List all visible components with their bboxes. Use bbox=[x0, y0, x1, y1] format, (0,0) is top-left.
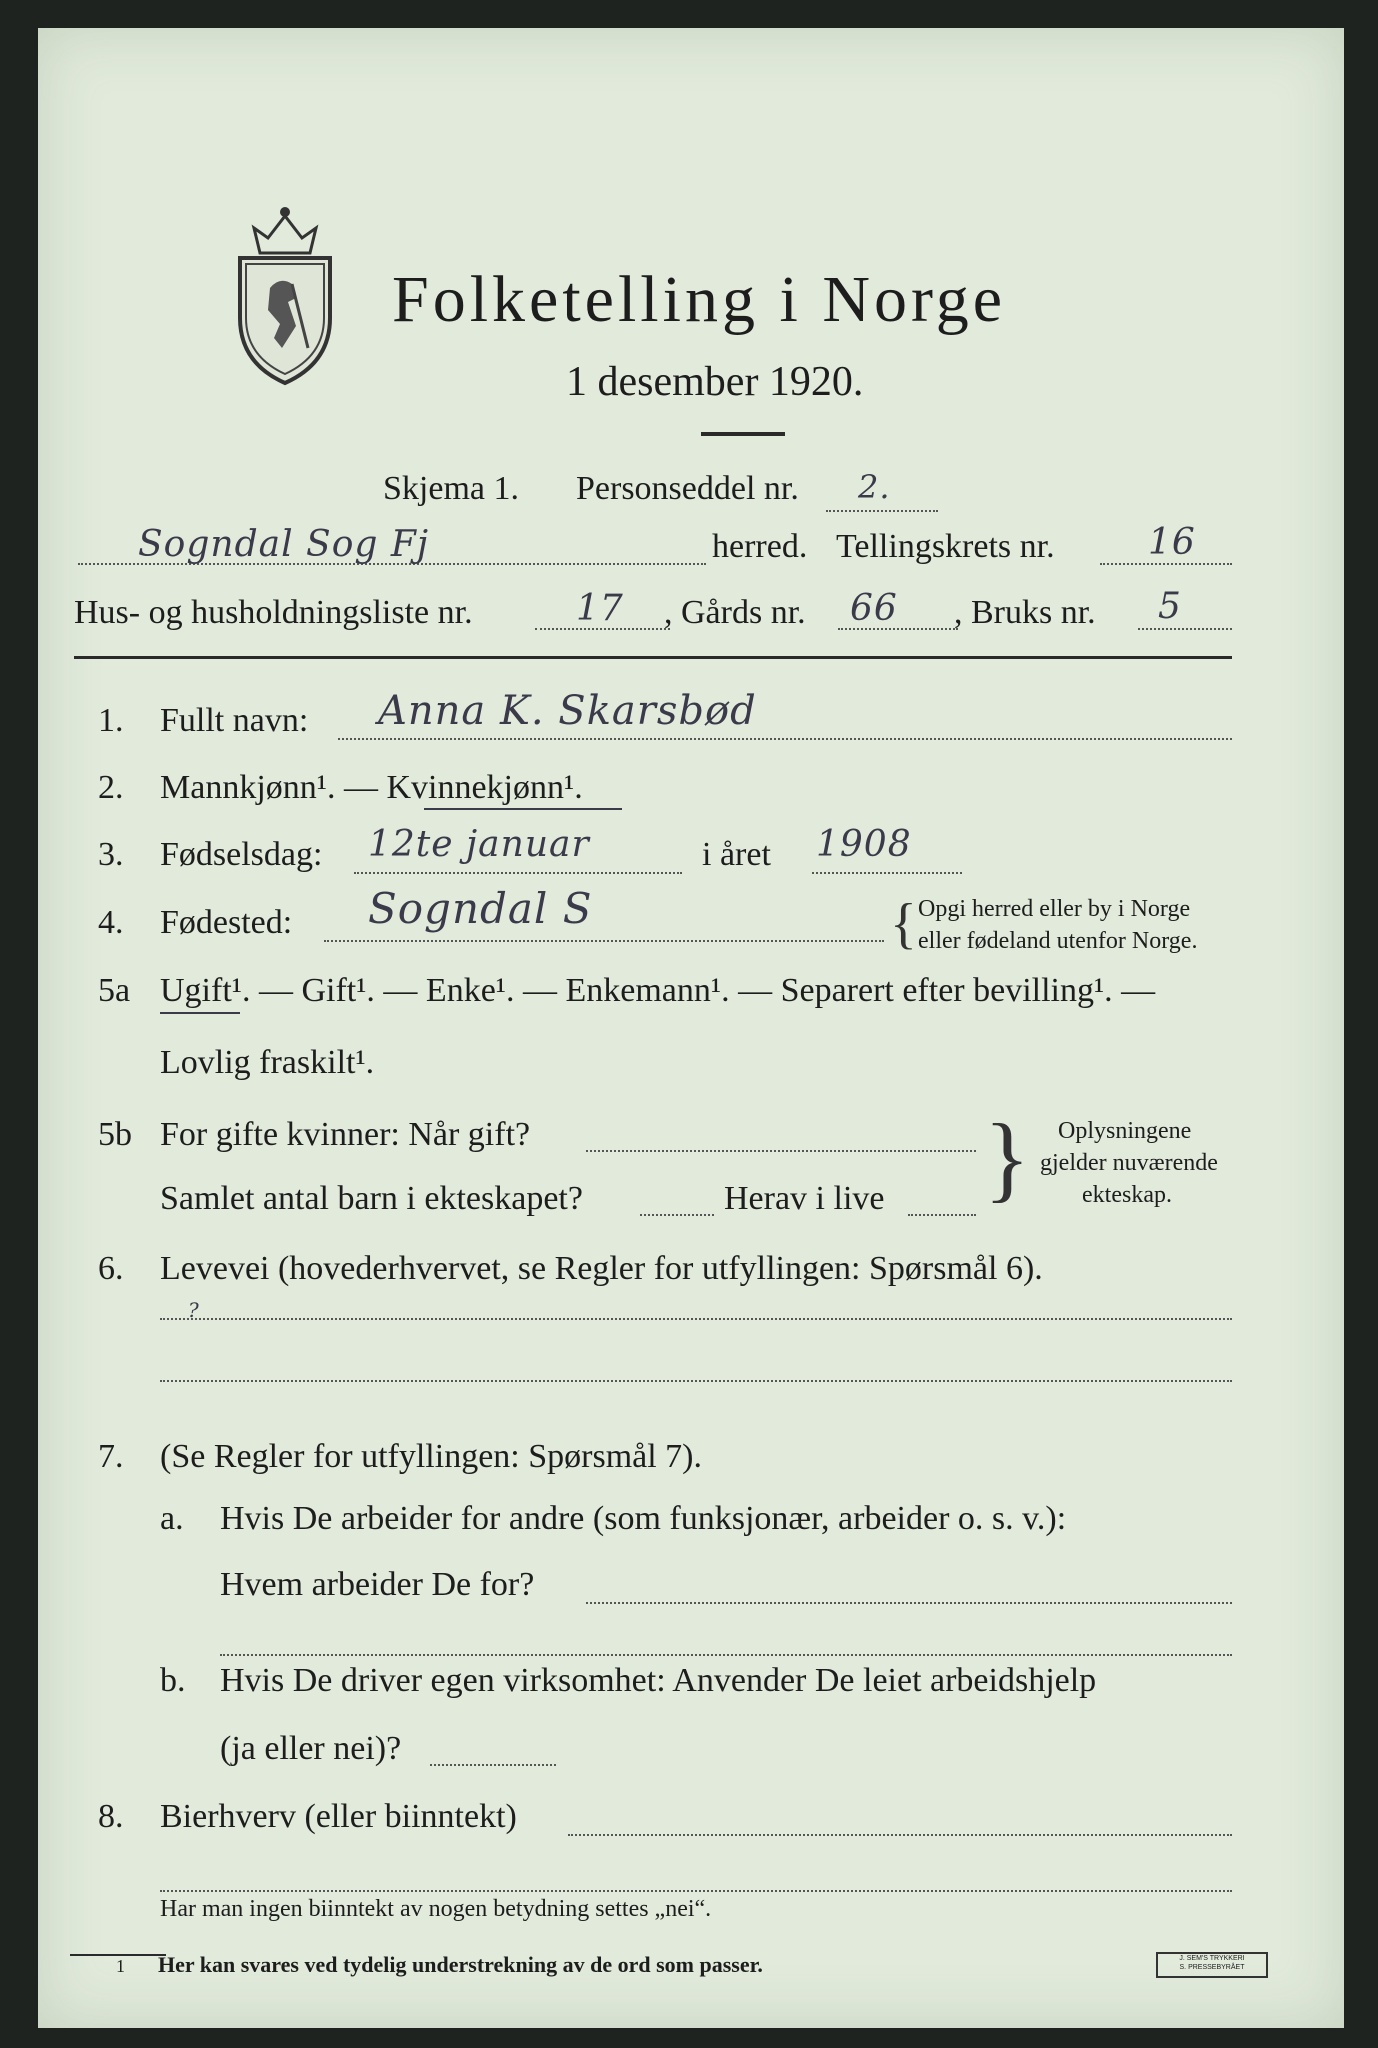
q7b-letter: b. bbox=[160, 1662, 186, 1699]
fodselsdag-label: Fødselsdag: bbox=[160, 836, 323, 873]
form-title: Folketelling i Norge bbox=[392, 263, 1007, 336]
q2-number: 2. bbox=[98, 769, 124, 806]
ugift-underline bbox=[160, 1012, 240, 1014]
fodselsar-value[interactable]: 1908 bbox=[816, 824, 912, 865]
hvem-arbeider-label: Hvem arbeider De for? bbox=[220, 1566, 535, 1603]
census-form: Folketelling i Norge 1 desember 1920. Skjema 1. Personseddel nr. 2. Sogndal Sog Fj herred. Tellingskrets nr. 16 Hus- og husholdningsliste nr. 17 , Gårds nr. 66 , Bruks nr. 5 1. Fullt navn: Anna K. Skarsbød 2. Mannkjønn¹. — Kvinnekjønn¹. 3. Fødselsdag: 12te januar i året 1908 4. Fødested: Sogndal S { Opgi herred eller by i Norge eller fødeland utenfor Norge. 5a Ugift¹. — Gift¹. — Enke¹. — Enkemann¹. — Separert efter bevilling¹. — Lovlig fraskilt¹. 5b For gifte kvinner: Når gift? Samlet antal barn i ekteskapet? Herav i live } Oplysningene gjelder nuværende ekteskap. 6. Levevei (hovederhvervet, se Regler for utfyllingen: Spørsmål 6). ? 7. (Se Regler for utfyllingen: Spørsmål 7). a. Hvis De arbeider for andre (som funksjonær, arbeider o. s. v.): Hvem arbeider De for? b. Hvis De driver egen virksomhet: Anvender De leiet arbeidshjelp (ja eller nei)? 8. Bierhverv (eller biinntekt) Har man ingen biinntekt av nogen betydning settes „nei“. 1 Her kan svares ved tydelig understrekning av de ord som passer. J. SEM'S TRYKKERI S. PRESSEBYRÅET bbox=[38, 28, 1344, 2028]
printer-stamp: J. SEM'S TRYKKERI S. PRESSEBYRÅET bbox=[1156, 1952, 1268, 1978]
levevei-label: Levevei (hovederhvervet, se Regler for utfyllingen: Spørsmål 6). bbox=[160, 1250, 1043, 1287]
q4-number: 4. bbox=[98, 904, 124, 941]
fodested-value[interactable]: Sogndal S bbox=[368, 884, 593, 933]
q1-number: 1. bbox=[98, 702, 124, 739]
q7b-line1: Hvis De driver egen virksomhet: Anvender De leiet arbeidshjelp bbox=[220, 1662, 1097, 1699]
header-rule bbox=[74, 656, 1232, 659]
footnote-mark: 1 bbox=[116, 1956, 125, 1976]
coat-of-arms-icon bbox=[230, 198, 340, 388]
tellingskrets-label: Tellingskrets nr. bbox=[836, 528, 1055, 565]
ekteskap-note-2: gjelder nuværende bbox=[1040, 1150, 1218, 1176]
herav-i-live-label: Herav i live bbox=[724, 1180, 885, 1217]
footnote-text: Her kan svares ved tydelig understrekning av de ord som passer. bbox=[158, 1952, 763, 1977]
fodested-note-1: Opgi herred eller by i Norge bbox=[918, 896, 1191, 922]
hus-label: Hus- og husholdningsliste nr. bbox=[74, 594, 473, 631]
skjema-label: Skjema 1. bbox=[383, 470, 519, 507]
q7a-letter: a. bbox=[160, 1500, 184, 1537]
q7a-line1: Hvis De arbeider for andre (som funksjonær, arbeider o. s. v.): bbox=[220, 1500, 1067, 1537]
kjonn-options: Mannkjønn¹. — Kvinnekjønn¹. bbox=[160, 769, 583, 806]
bierhverv-label: Bierhverv (eller biinntekt) bbox=[160, 1798, 517, 1835]
levevei-value[interactable]: ? bbox=[188, 1298, 200, 1322]
sivilstand-options-2: Lovlig fraskilt¹. bbox=[160, 1044, 375, 1081]
q7-number: 7. bbox=[98, 1438, 124, 1475]
bruks-label: , Bruks nr. bbox=[954, 594, 1096, 631]
bruks-value[interactable]: 5 bbox=[1158, 586, 1182, 627]
q7-label: (Se Regler for utfyllingen: Spørsmål 7). bbox=[160, 1438, 703, 1475]
tellingskrets-value[interactable]: 16 bbox=[1148, 522, 1196, 563]
gards-value[interactable]: 66 bbox=[850, 588, 898, 629]
q3-number: 3. bbox=[98, 836, 124, 873]
naar-gift-label: For gifte kvinner: Når gift? bbox=[160, 1116, 531, 1153]
herred-label: herred. bbox=[712, 528, 808, 565]
herred-value[interactable]: Sogndal Sog Fj bbox=[138, 524, 429, 565]
hus-value[interactable]: 17 bbox=[576, 588, 624, 629]
fodested-label: Fødested: bbox=[160, 904, 293, 941]
aret-label: i året bbox=[702, 836, 771, 873]
barn-label: Samlet antal barn i ekteskapet? bbox=[160, 1180, 583, 1217]
personseddel-value[interactable]: 2. bbox=[858, 468, 891, 506]
fullt-navn-value[interactable]: Anna K. Skarsbød bbox=[378, 688, 757, 734]
fodselsdag-value[interactable]: 12te januar bbox=[368, 824, 590, 865]
q5a-number: 5a bbox=[98, 972, 131, 1009]
q8-number: 8. bbox=[98, 1798, 124, 1835]
census-date: 1 desember 1920. bbox=[566, 359, 864, 405]
title-divider bbox=[701, 432, 785, 436]
fodested-note-2: eller fødeland utenfor Norge. bbox=[918, 928, 1198, 954]
sivilstand-options: Ugift¹. — Gift¹. — Enke¹. — Enkemann¹. — Separert efter bevilling¹. — bbox=[160, 972, 1156, 1009]
gards-label: , Gårds nr. bbox=[664, 594, 806, 631]
ja-eller-nei-label: (ja eller nei)? bbox=[220, 1730, 402, 1767]
q5b-number: 5b bbox=[98, 1116, 132, 1153]
biinntekt-note: Har man ingen biinntekt av nogen betydning settes „nei“. bbox=[160, 1896, 712, 1922]
fullt-navn-label: Fullt navn: bbox=[160, 702, 309, 739]
personseddel-label: Personseddel nr. bbox=[576, 470, 799, 507]
ekteskap-note-1: Oplysningene bbox=[1058, 1118, 1192, 1144]
kvinnekjonn-underline bbox=[424, 808, 622, 810]
ekteskap-note-3: ekteskap. bbox=[1082, 1182, 1172, 1208]
q6-number: 6. bbox=[98, 1250, 124, 1287]
